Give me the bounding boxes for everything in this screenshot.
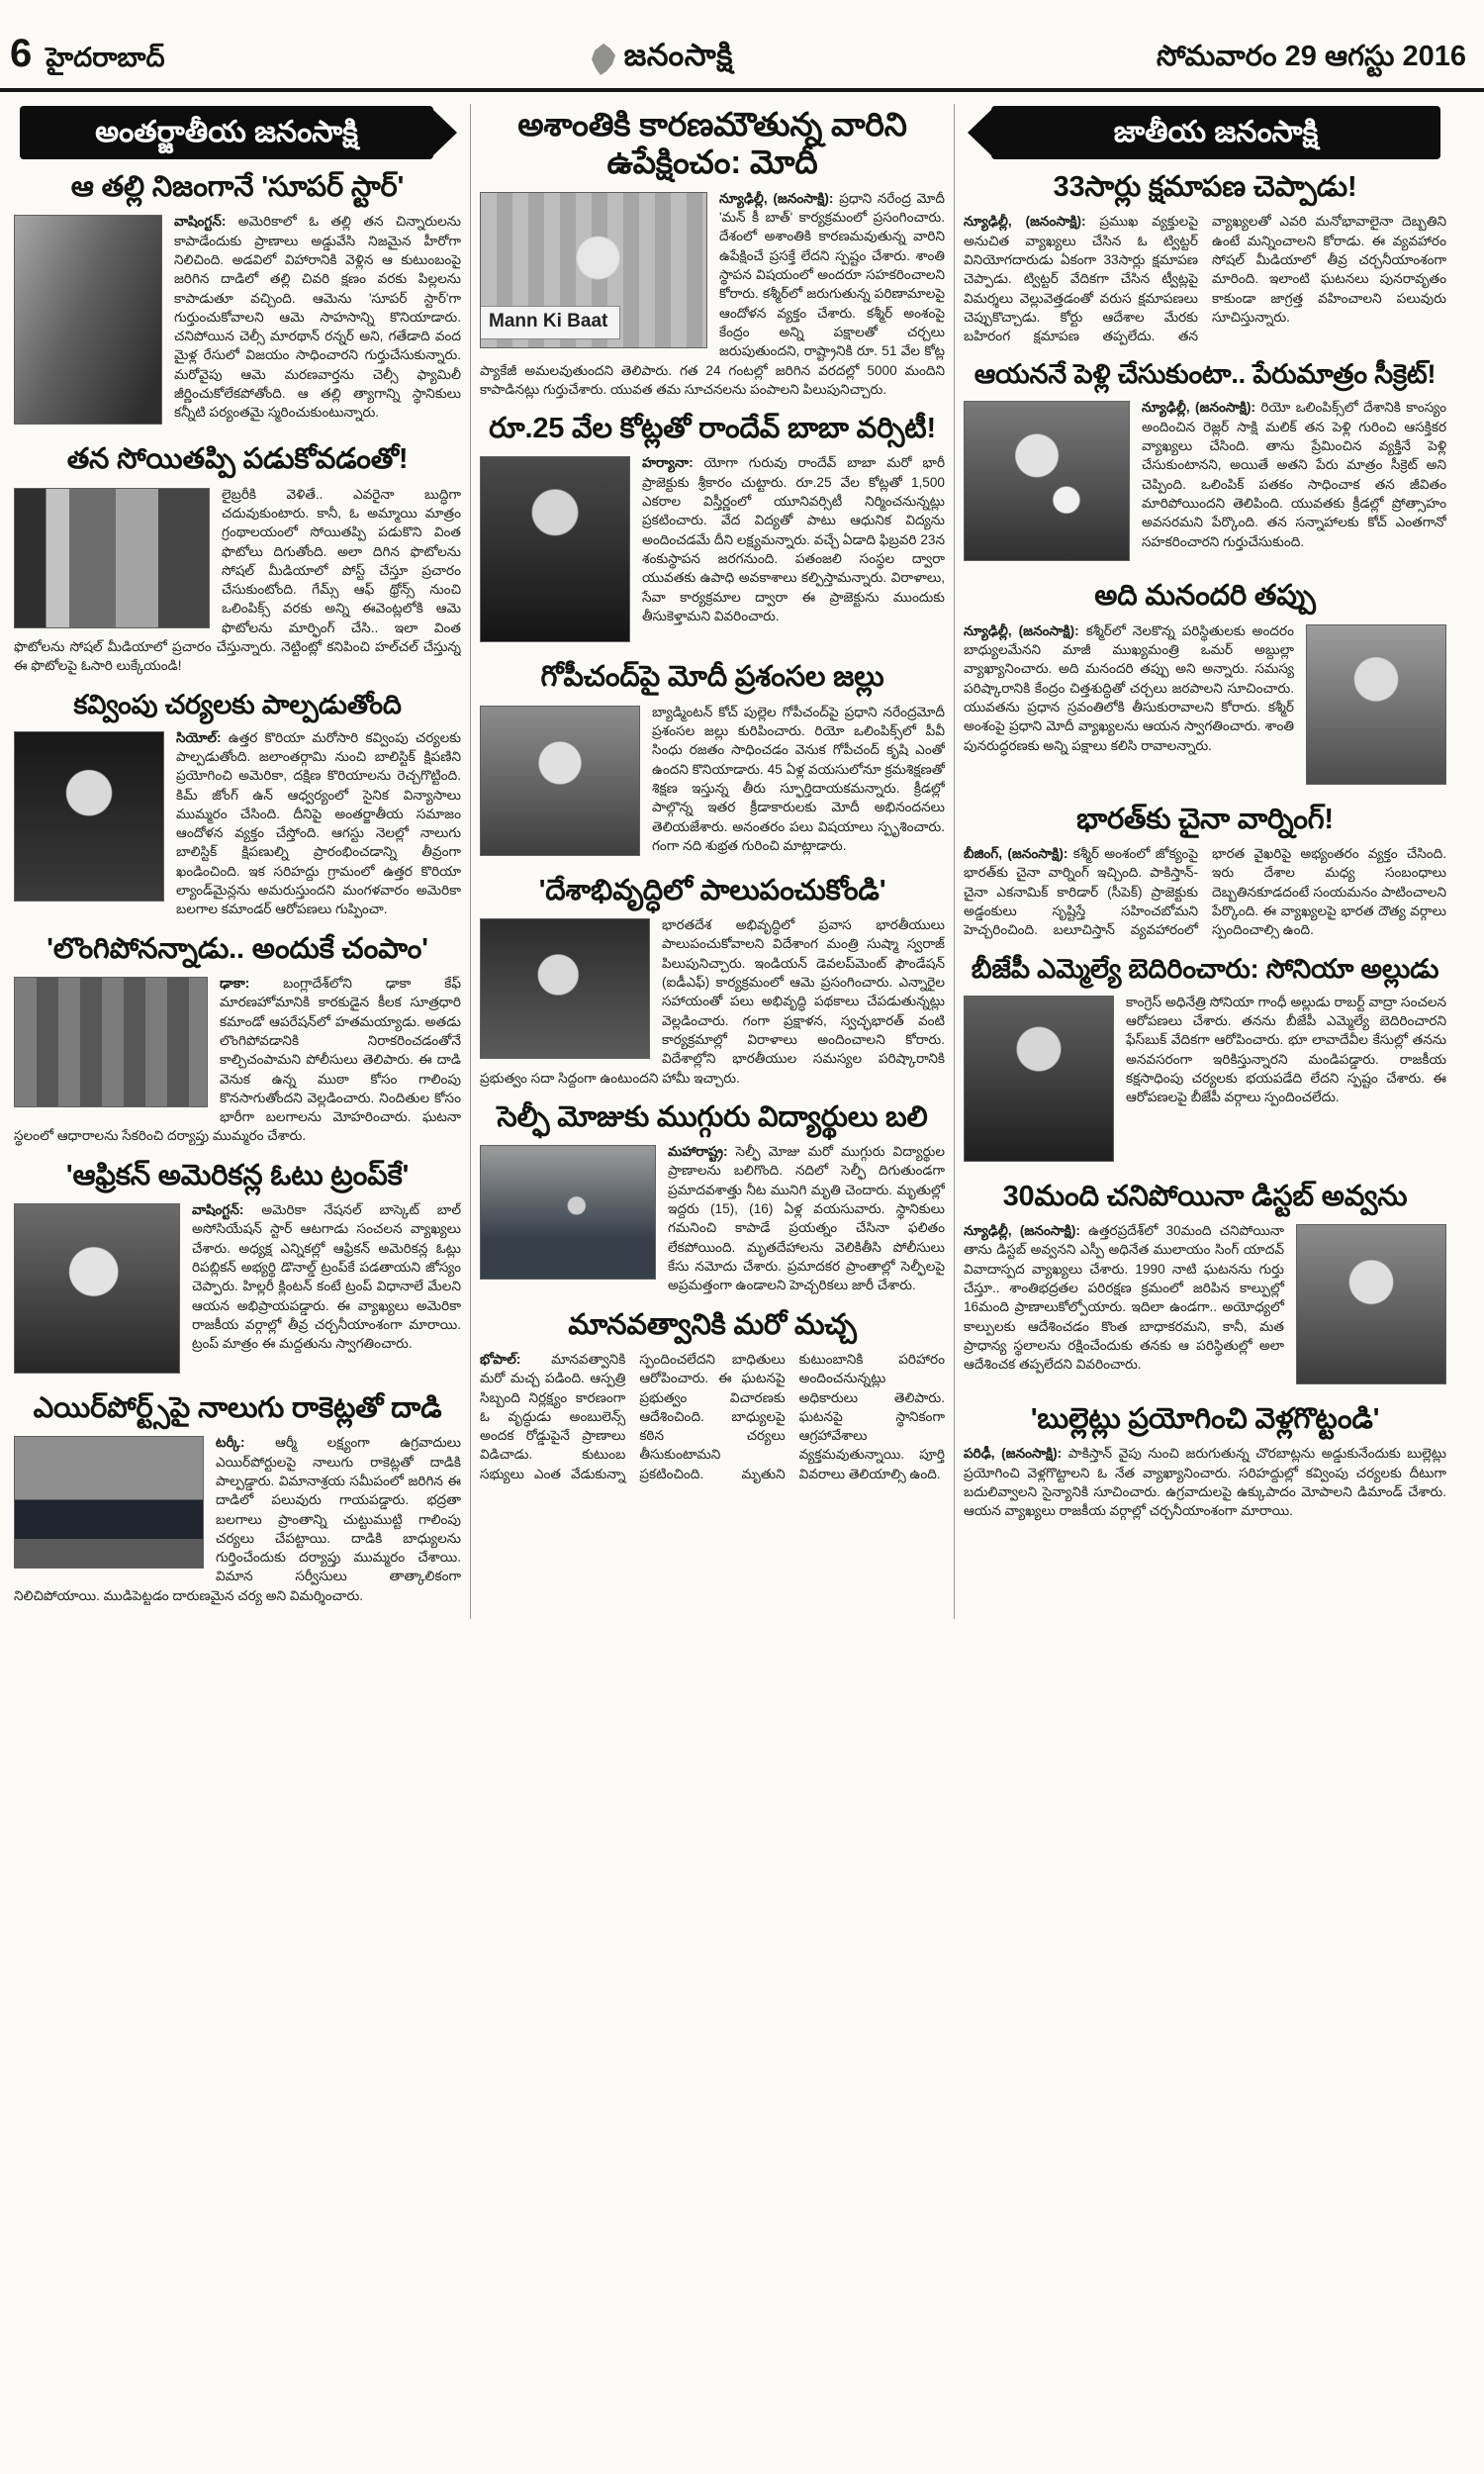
headline: 'లొంగిపోనన్నాడు.. అందుకే చంపాం' [46,932,428,965]
body-text: యోగా గురువు రాందేవ్ బాబా మరో భారీ ప్రాజెక్టుకు శ్రీకారం చుట్టారు. రూ.25 వేల కోట్లతో 1,500 ఎకరాల విస్తీర్ణంలో యూనివర్సిటీ నిర్మించనున్నట్లు ప్రకటించారు. వేద విద్యతో పాటు ఆధునిక విద్యను అందించడమే దీని లక్ష్యమన్నారు. వచ్చే ఏడాది ఫిబ్రవరి 23న శంకుస్థాపన జరగనుంది. పతంజలి సంస్థల ద్వారా యువతకు ఉపాధి అవకాశాలు కల్పిస్తామన్నారు. విరాళాలు, సేవా కార్యక్రమాల ద్వారా ఈ ప్రాజెక్టును ముందుకు తీసుకెళ్తామని వివరించారు. [642,455,945,623]
headline: ఎయిర్‌పోర్ట్స్‌పై నాలుగు రాకెట్లతో దాడి [33,1392,442,1425]
photo-ramdev-baba [480,456,630,642]
dateline: భోపాల్: [480,1351,521,1367]
masthead-logo-icon [589,43,618,76]
photo-narendra-modi [480,706,640,856]
photo-dhaka-crowd [14,977,208,1107]
article [14,1160,461,1379]
body-text: సెల్ఫీ మోజు మరో ముగ్గురు విద్యార్థుల ప్రాణాలను బలిగొంది. నదిలో సెల్ఫీ దిగుతుండగా ప్రమాదవశాత్తు నీట మునిగి మృతి చెందారు. మృతుల్లో ఇద్దరు (15), (16) ఏళ్ల వయసువారు. స్థానికులు గమనించి కాపాడే ప్రయత్నం చేసినా ఫలితం లేకపోయింది. మృతదేహాలను వెలికితీసి పోలీసులు కేసు నమోదు చేశారు. ప్రమాదకర ప్రాంతాల్లో సెల్ఫీలపై అప్రమత్తంగా ఉండాలని హెచ్చరికలు జారీ చేశారు. [668,1144,945,1293]
headline: 'బుల్లెట్లు ప్రయోగించి వెళ్లగొట్టండి' [1030,1403,1380,1436]
headline: 'దేశాభివృద్ధిలో పాలుపంచుకోండి' [538,874,886,906]
dateline: న్యూఢిల్లీ, (జనంసాక్షి): [964,1223,1080,1239]
headline: ఆ తల్లి నిజంగానే 'సూపర్ స్టార్' [70,171,405,203]
page-header [0,0,1484,92]
dateline: సియోల్: [176,729,222,745]
column-national [964,104,1446,1619]
headline: ఆయననే పెళ్లి చేసుకుంటా.. పేరుమాత్రం సీక్రెట్! [974,359,1437,390]
headline: 33సార్లు క్షమాపణ చెప్పాడు! [1053,171,1357,203]
photo-omar-abdullah [1306,624,1446,785]
column-divider [470,104,471,1619]
dateline: న్యూఢిల్లీ, (జనంసాక్షి): [964,214,1086,230]
article [480,413,945,647]
body-text: కశ్మీర్ అంశంలో జోక్యంపై భారత్‌కు చైనా వార్నింగ్ ఇచ్చింది. పాకిస్తాన్-చైనా ఎకనామిక్ కారిడార్ (సీపెక్) ప్రాజెక్టుకు అడ్డంకులు సృష్టిస్తే సహించబోమని హెచ్చరించింది. బలూచిస్తాన్ వ్యవహారంలో భారత వైఖరిపై అభ్యంతరం వ్యక్తం చేసింది. ఇరు దేశాల మధ్య సంబంధాలు దెబ్బతినకూడదంటే సంయమనం పాటించాలని పేర్కొంది. ఈ వ్యాఖ్యలపై భారత దౌత్య వర్గాలు స్పందించాల్సి ఉంది. [964,846,1446,938]
masthead-title: జనంసాక్షి [623,38,733,72]
dateline: న్యూఢిల్లీ, (జనంసాక్షి): [964,622,1079,638]
article [14,933,461,1146]
body-text: అమెరికాలో ఓ తల్లి తన చిన్నారులను కాపాడేందుకు ప్రాణాలు అడ్డువేసి నిజమైన హీరోగా నిలిచింది. అడవిలో విహారానికి వెళ్లిన ఆ కుటుంబంపై జరిగిన దాడిలో తల్లి చివరి క్షణం వరకు పిల్లలను కాపాడుతూ వచ్చింది. ఆమెను 'సూపర్ స్టార్'గా గుర్తుంచుకోవాలని ఆమె సాహసాన్ని కొనియాడారు. చనిపోయిన చెల్సీ మారథాన్ రన్నర్ అని, గతేడాది వంద మైళ్ల రేసులో విజయం సాధించారని గుర్తుచేసుకున్నారు. మరోవైపు ఆమె మరణవార్తను చెల్సీ ఫ్యామిలీ జీర్ణించుకోలేకపోతోంది. ఆ తల్లి త్యాగాన్ని స్థానికులు కన్నీటి పర్యంతమై స్మరించుకుంటున్నారు. [174,214,461,421]
body-text: అమెరికా నేషనల్ బాస్కెట్ బాల్ అసోసియేషన్ స్టార్ ఆటగాడు సంచలన వ్యాఖ్యలు చేశారు. అధ్యక్ష ఎన్నికల్లో ఆఫ్రికన్ అమెరికన్ల ఓట్లు రిపబ్లికన్ అభ్యర్థి డొనాల్డ్ ట్రంప్‌కే పడతాయని జోస్యం చెప్పారు. హిల్లరీ క్లింటన్ కంటే ట్రంప్ విధానాలే మేలని ఆయన అభిప్రాయపడ్డారు. ఈ వ్యాఖ్యలు అమెరికా రాజకీయ వర్గాల్లో తీవ్ర చర్చనీయాంశంగా మారాయి. ట్రంప్ మాత్రం ఈ మద్దతును స్వాగతించారు. [192,1202,461,1352]
dateline: వాషింగ్టన్: [174,214,227,230]
headline: బీజేపీ ఎమ్మెల్యే బెదిరించారు: సోనియా అల్లుడు [971,953,1439,984]
article [14,1392,461,1605]
body-text: లైబ్రరీకి వెళితే.. ఎవరైనా బుద్ధిగా చదువుకుంటారు. కానీ, ఓ అమ్మాయి మాత్రం గ్రంథాలయంలో సోయితప్పి పడుకొని వింత ఫొటోలు దిగుతోంది. అలా దిగిన ఫొటోలను సోషల్ మీడియాలో పోస్ట్ చేస్తూ ప్రచారం చేసుకుంటోంది. గేమ్స్ ఆఫ్ థ్రోన్స్ నుంచి ఒలింపిక్స్ వరకు అన్ని ఈవెంట్లలోకి ఆమె ఫొటోలను మార్ఫింగ్ చేసి.. ఇలా వింత ఫొటోలను సోషల్ మీడియాలో ప్రచారం చేస్తున్నారు. నెట్టింట్లో కనిపించి హల్‌చల్ చేస్తున్న ఈ ఫొటోలపై ఓసారి లుక్కేయండి! [14,486,461,674]
article [480,106,945,399]
article [480,875,945,1088]
article [14,443,461,675]
dateline: హర్యానా: [642,455,694,471]
headline: 30మంది చనిపోయినా డిస్టబ్ అవ్వను [1002,1180,1408,1212]
dateline: న్యూఢిల్లీ, (జనంసాక్షి): [719,190,834,206]
photo-airport [14,1436,204,1569]
column-divider [954,104,955,1619]
article [480,1101,945,1295]
column-international [14,104,461,1619]
columns [0,92,1484,1619]
body-text: రియో ఒలింపిక్స్‌లో దేశానికి కాంస్యం అందించిన రెజ్లర్ సాక్షి మలిక్ తన పెళ్లి గురించి ఆసక్తికర వ్యాఖ్యలు చేసింది. తాను ప్రేమించిన వ్యక్తినే పెళ్లి చేసుకుంటానని, అయితే అతని పేరు మాత్రం సీక్రెట్ అని చెప్పింది. ఒలింపిక్ పతకం సాధించాక తన జీవితం మారిపోయిందని తెలిపింది. యువతకు క్రీడల్లో ప్రోత్సాహం అవసరమని పేర్కొంది. తన సన్నాహాలకు కోచ్ ఎంతగానో సహకరించారని గుర్తుచేసుకుంది. [1142,400,1446,549]
masthead [589,38,733,80]
article [964,171,1446,345]
photo-drowning-hand [480,1145,656,1280]
body-text: పాకిస్తాన్ వైపు నుంచి జరుగుతున్న చొరబాట్లను అడ్డుకునేందుకు బుల్లెట్లు ప్రయోగించి వెళ్లగొట్టాలని ఓ నేత వ్యాఖ్యానించారు. సరిహద్దుల్లో కవ్వింపు చర్యలకు దీటుగా బదులివ్వాలని సైన్యానికి సూచించారు. ఉగ్రవాదులపై ఉక్కుపాదం మోపాలని డిమాండ్ చేశారు. ఆయన వ్యాఖ్యలు రాజకీయ వర్గాల్లో చర్చనీయాంశంగా మారాయి. [964,1446,1446,1519]
photo-mother-forest [14,215,162,425]
photo-library [14,488,210,628]
headline: తన సోయితప్పి పడుకోవడంతో! [66,443,409,476]
section-banner-national: జాతీయ జనంసాక్షి [991,106,1440,159]
photo-sakshi-malik [964,401,1130,561]
body-text: ఆర్మీ లక్ష్యంగా ఉగ్రవాదులు ఎయిర్‌పోర్టులపై నాలుగు రాకెట్లతో దాడికి పాల్పడ్డారు. విమానాశ్రయ సమీపంలో జరిగిన ఈ దాడిలో పలువురు గాయపడ్డారు. భద్రతా బలగాలు ప్రాంతాన్ని చుట్టుముట్టి గాలింపు చర్యలు చేపట్టాయి. దాడికి బాధ్యులను గుర్తించేందుకు దర్యాప్తు ముమ్మరం చేశాయి. విమాన సర్వీసులు తాత్కాలికంగా నిలిచిపోయాయి. ముడిపెట్టడం దారుణమైన చర్య అని విమర్శించారు. [14,1435,461,1603]
photo-sushma-swaraj [480,918,650,1059]
body-text: బంగ్లాదేశ్‌లోని ఢాకా కేఫ్ మారణహోమానికి కారకుడైన కీలక సూత్రధారి కమాండో ఆపరేషన్‌లో హతమయ్యాడు. అతడు లొంగిపోవడానికి నిరాకరించడంతోనే కాల్చిచంపామని పోలీసులు తెలిపారు. ఈ దాడి వెనుక ఉన్న ముఠా కోసం గాలింపు కొనసాగుతోందని వెల్లడించారు. నిందితుల కోసం భారీగా బలగాలను మోహరించారు. ఘటనా స్థలంలో ఆధారాలను సేకరించి దర్యాప్తు ముమ్మరం చేశారు. [14,976,461,1144]
dateline: న్యూఢిల్లీ, (జనంసాక్షి): [1142,400,1256,416]
photo-mann-ki-baat [480,192,707,348]
dateline: పరిఢీ, (జనంసాక్షి): [964,1446,1063,1462]
headline: మానవత్వానికి మరో మచ్చ [568,1308,857,1341]
body-text: ఉత్తరప్రదేశ్‌లో 30మంది చనిపోయినా తాను డిస్టబ్ అవ్వనని ఎస్పీ అధినేత ములాయం సింగ్ యాదవ్ వివాదాస్పద వ్యాఖ్యలు చేశారు. 1990 నాటి ఘటనను గుర్తు చేస్తూ.. శాంతిభద్రతల పరిరక్షణ క్రమంలో జరిపిన కాల్పుల్లో 16మంది ప్రాణాలుకోల్పోయారు. ఇదిలా ఉండగా.. అయోధ్యలో కాల్పులకు ఆదేశించడం కొంత బాధాకరమని, కానీ, మత ప్రాధాన్య స్థలాలను రక్షించేందుకు తనకు ఆ పరిస్థితుల్లో అలా ఆదేశించక తప్పలేదని వివరించారు. [964,1223,1284,1373]
article [964,804,1446,940]
headline: భారత్‌కు చైనా వార్నింగ్! [1076,803,1334,835]
headline: రూ.25 వేల కోట్లతో రాందేవ్ బాబా వర్సిటీ! [489,413,936,445]
photo-robert-vadra [964,996,1114,1162]
article [964,954,1446,1167]
dateline: బీజింగ్, (జనంసాక్షి): [964,846,1068,862]
body-text: ప్రధాని నరేంద్ర మోదీ 'మన్ కీ బాత్' కార్యక్రమంలో ప్రసంగించారు. దేశంలో అశాంతికి కారణమవుతున్న వారిని ఉపేక్షించే ప్రసక్తే లేదని స్పష్టం చేశారు. శాంతి స్థాపన విషయంలో అందరూ సహకరించాలని కోరారు. కశ్మీర్‌లో జరుగుతున్న పరిణామాలపై ఆందోళన వ్యక్తం చేశారు. కశ్మీర్ అంశంపై కేంద్రం అన్ని పక్షాలతో చర్చలు జరుపుతుందని, రాష్ట్రానికి రూ. 51 వేల కోట్ల ప్యాకేజీ అమలవుతుందని తెలిపారు. గత 24 గంటల్లో జరిగిన వరదల్లో 5000 మందిని కాపాడినట్లు గుర్తుచేశారు. యువత తమ సూచనలను పంపాలని పిలుపునిచ్చారు. [480,190,945,397]
article [964,359,1446,566]
edition-label: హైదరాబాద్ [46,43,165,72]
body-text: బ్యాడ్మింటన్ కోచ్ పుల్లెల గోపీచంద్‌పై ప్రధాని నరేంద్రమోదీ ప్రశంసల జల్లు కురిపించారు. రియో ఒలింపిక్స్‌లో పీవీ సింధు రజతం సాధించడం వెనుక గోపీచంద్ కృషి ఎంతో ఉందని కొనియాడారు. 45 ఏళ్ల వయసులోనూ క్రమశిక్షణతో శిక్షణ ఇస్తున్న తీరు స్ఫూర్తిదాయకమన్నారు. క్రీడల్లో పాల్గొన్న ఇతర క్రీడాకారులకు మోదీ అభినందనలు తెలియజేశారు. అనంతరం పలు విషయాలు స్పృశించారు. గంగా నది శుభ్రత గురించి మాట్లాడారు. [652,704,945,853]
body-text: మానవత్వానికి మరో మచ్చ పడింది. ఆస్పత్రి సిబ్బంది నిర్లక్ష్యం కారణంగా ఓ వృద్ధుడు అంబులెన్స్ అందక రోడ్డుపైనే ప్రాణాలు విడిచాడు. కుటుంబ సభ్యులు ఎంత వేడుకున్నా స్పందించలేదని బాధితులు ఆరోపించారు. ఈ ఘటనపై ప్రభుత్వం విచారణకు ఆదేశించింది. బాధ్యులపై కఠిన చర్యలు తీసుకుంటామని ప్రకటించింది. మృతుని కుటుంబానికి పరిహారం అందించనున్నట్లు అధికారులు తెలిపారు. ఘటనపై స్థానికంగా ఆగ్రహావేశాలు వ్యక్తమవుతున్నాయి. పూర్తి వివరాలు తెలియాల్సి ఉంది. [480,1351,945,1481]
column-main [480,104,945,1619]
photo-kim-jong-un [14,731,164,902]
page-number: 6 [10,32,33,75]
dateline: టర్కీ: [216,1435,245,1451]
article [480,1309,945,1483]
dateline: వాషింగ్టన్: [192,1202,244,1218]
section-banner-international: అంతర్జాతీయ జనంసాక్షి [20,106,433,159]
body-text: కశ్మీర్‌లో నెలకొన్న పరిస్థితులకు అందరం బాధ్యులమేనని మాజీ ముఖ్యమంత్రి ఒమర్ అబ్దుల్లా వ్యాఖ్యానించారు. అది మనందరి తప్పు అని అన్నారు. సమస్య పరిష్కారానికి కేంద్రం చిత్తశుద్ధితో చర్చలు జరపాలని సూచించారు. యువతను ప్రధాన స్రవంతిలోకి తీసుకురావాలని కోరారు. కశ్మీర్ అంశంపై ప్రధాని మోదీ వ్యాఖ్యలను ఆయన స్వాగతించారు. శాంతి పునరుద్ధరణకు అన్ని పక్షాలు కలిసి రావాలన్నారు. [964,622,1294,753]
dateline: ఢాకా: [220,976,250,992]
headline: 'ఆఫ్రికన్ అమెరికన్ల ఓటు ట్రంప్‌కే' [65,1159,410,1191]
dateline: మహారాష్ట్ర: [668,1144,728,1160]
body-text: కాంగ్రెస్ అధినేత్రి సోనియా గాంధీ అల్లుడు రాబర్ట్ వాద్రా సంచలన ఆరోపణలు చేశారు. తనను బీజేపీ ఎమ్మెల్యే బెదిరించారని ఫేస్‌బుక్ వేదికగా ఆరోపించారు. భూ లావాదేవీల కేసుల్లో తనను అనవసరంగా ఇరికిస్తున్నారని మండిపడ్డారు. రాజకీయ కక్షసాధింపు చర్యలకు భయపడేది లేదని స్పష్టం చేశారు. ఈ ఆరోపణలపై బీజేపీ వర్గాలు స్పందించలేదు. [1126,994,1446,1105]
body-text: ఉత్తర కొరియా మరోసారి కవ్వింపు చర్యలకు పాల్పడుతోంది. జలాంతర్గామి నుంచి బాలిస్టిక్ క్షిపణిని ప్రయోగించి అమెరికా, దక్షిణ కొరియాలను రెచ్చగొట్టింది. కిమ్ జోంగ్ ఉన్ ఆధ్వర్యంలో సైనిక విన్యాసాలు ముమ్మరం చేసింది. దీనిపై అంతర్జాతీయ సమాజం ఆందోళన వ్యక్తం చేస్తోంది. ఆగస్టు నెలల్లో నాలుగు బాలిస్టిక్ క్షిపణుల్ని ప్రారంభించడాన్ని తీవ్రంగా ఖండించింది. ఇక సరిహద్దు గ్రామంలో ఉత్తర కొరియా ల్యాండ్‌మైన్లను అమరుస్తుందని మంగళవారం అమెరికా బలగాల కమాండర్ ఆరోపణలు గుప్పించా. [176,729,461,917]
article [480,661,945,860]
article [964,580,1446,789]
issue-date: సోమవారం 29 ఆగస్టు 2016 [1157,41,1466,72]
headline: అది మనందరి తప్పు [1094,580,1316,613]
body-text: ప్రముఖ వ్యక్తులపై అనుచిత వ్యాఖ్యలు చేసిన ఓ ట్విట్టర్ వినియోగదారుడు ఏకంగా 33సార్లు క్షమాపణ చెప్పాడు. ట్విట్టర్ వేదికగా చేసిన ట్వీట్లపై విమర్శలు వెల్లువెత్తడంతో వరుస క్షమాపణలు చెప్పుకొచ్చాడు. కోర్టు ఆదేశాల మేరకు బహిరంగ క్షమాపణ తప్పలేదు. తన వ్యాఖ్యలతో ఎవరి మనోభావాలైనా దెబ్బతిని ఉంటే మన్నించాలని కోరాడు. ఈ వ్యవహారం సోషల్ మీడియాలో తీవ్ర చర్చనీయాంశంగా మారింది. ఇలాంటి ఘటనలు పునరావృతం కాకుండా జాగ్రత్త వహించాలని పలువురు సూచిస్తున్నారు. [964,214,1446,344]
headline: గోపీచంద్‌పై మోదీ ప్రశంసల జల్లు [540,661,884,694]
headline: కవ్వింపు చర్యలకు పాల్పడుతోంది [73,689,402,719]
article [964,1181,1446,1389]
photo-donald-trump [14,1203,180,1374]
photo-caption: Mann Ki Baat [481,306,620,339]
body-text: భారతదేశ అభివృద్ధిలో ప్రవాస భారతీయులు పాలుపంచుకోవాలని విదేశాంగ మంత్రి సుష్మా స్వరాజ్ పిలుపునిచ్చారు. ఇండియన్ డెవలప్‌మెంట్ ఫౌండేషన్ (ఐడీఎఫ్) కార్యక్రమంలో ఆమె ప్రసంగించారు. ఎన్నారైల సహాయంతో పలు అభివృద్ధి పథకాలు చేపడుతున్నట్లు వెల్లడించారు. గంగా ప్రక్షాళన, స్వచ్ఛభారత్ వంటి కార్యక్రమాల్లో విరాళాలు అందించాలని కోరారు. విదేశాల్లోని భారతీయుల సమస్యల పరిష్కారానికి ప్రభుత్వం సదా సిద్ధంగా ఉంటుందని హామీ ఇచ్చారు. [480,917,945,1086]
photo-mulayam-singh [1296,1224,1446,1384]
headline: సెల్ఫీ మోజుకు ముగ్గురు విద్యార్థులు బలి [497,1100,928,1133]
article [14,171,461,429]
article [14,690,461,919]
article [964,1403,1446,1521]
headline: అశాంతికి కారణమౌతున్న వారిని ఉపేక్షించం: మోదీ [517,106,907,180]
